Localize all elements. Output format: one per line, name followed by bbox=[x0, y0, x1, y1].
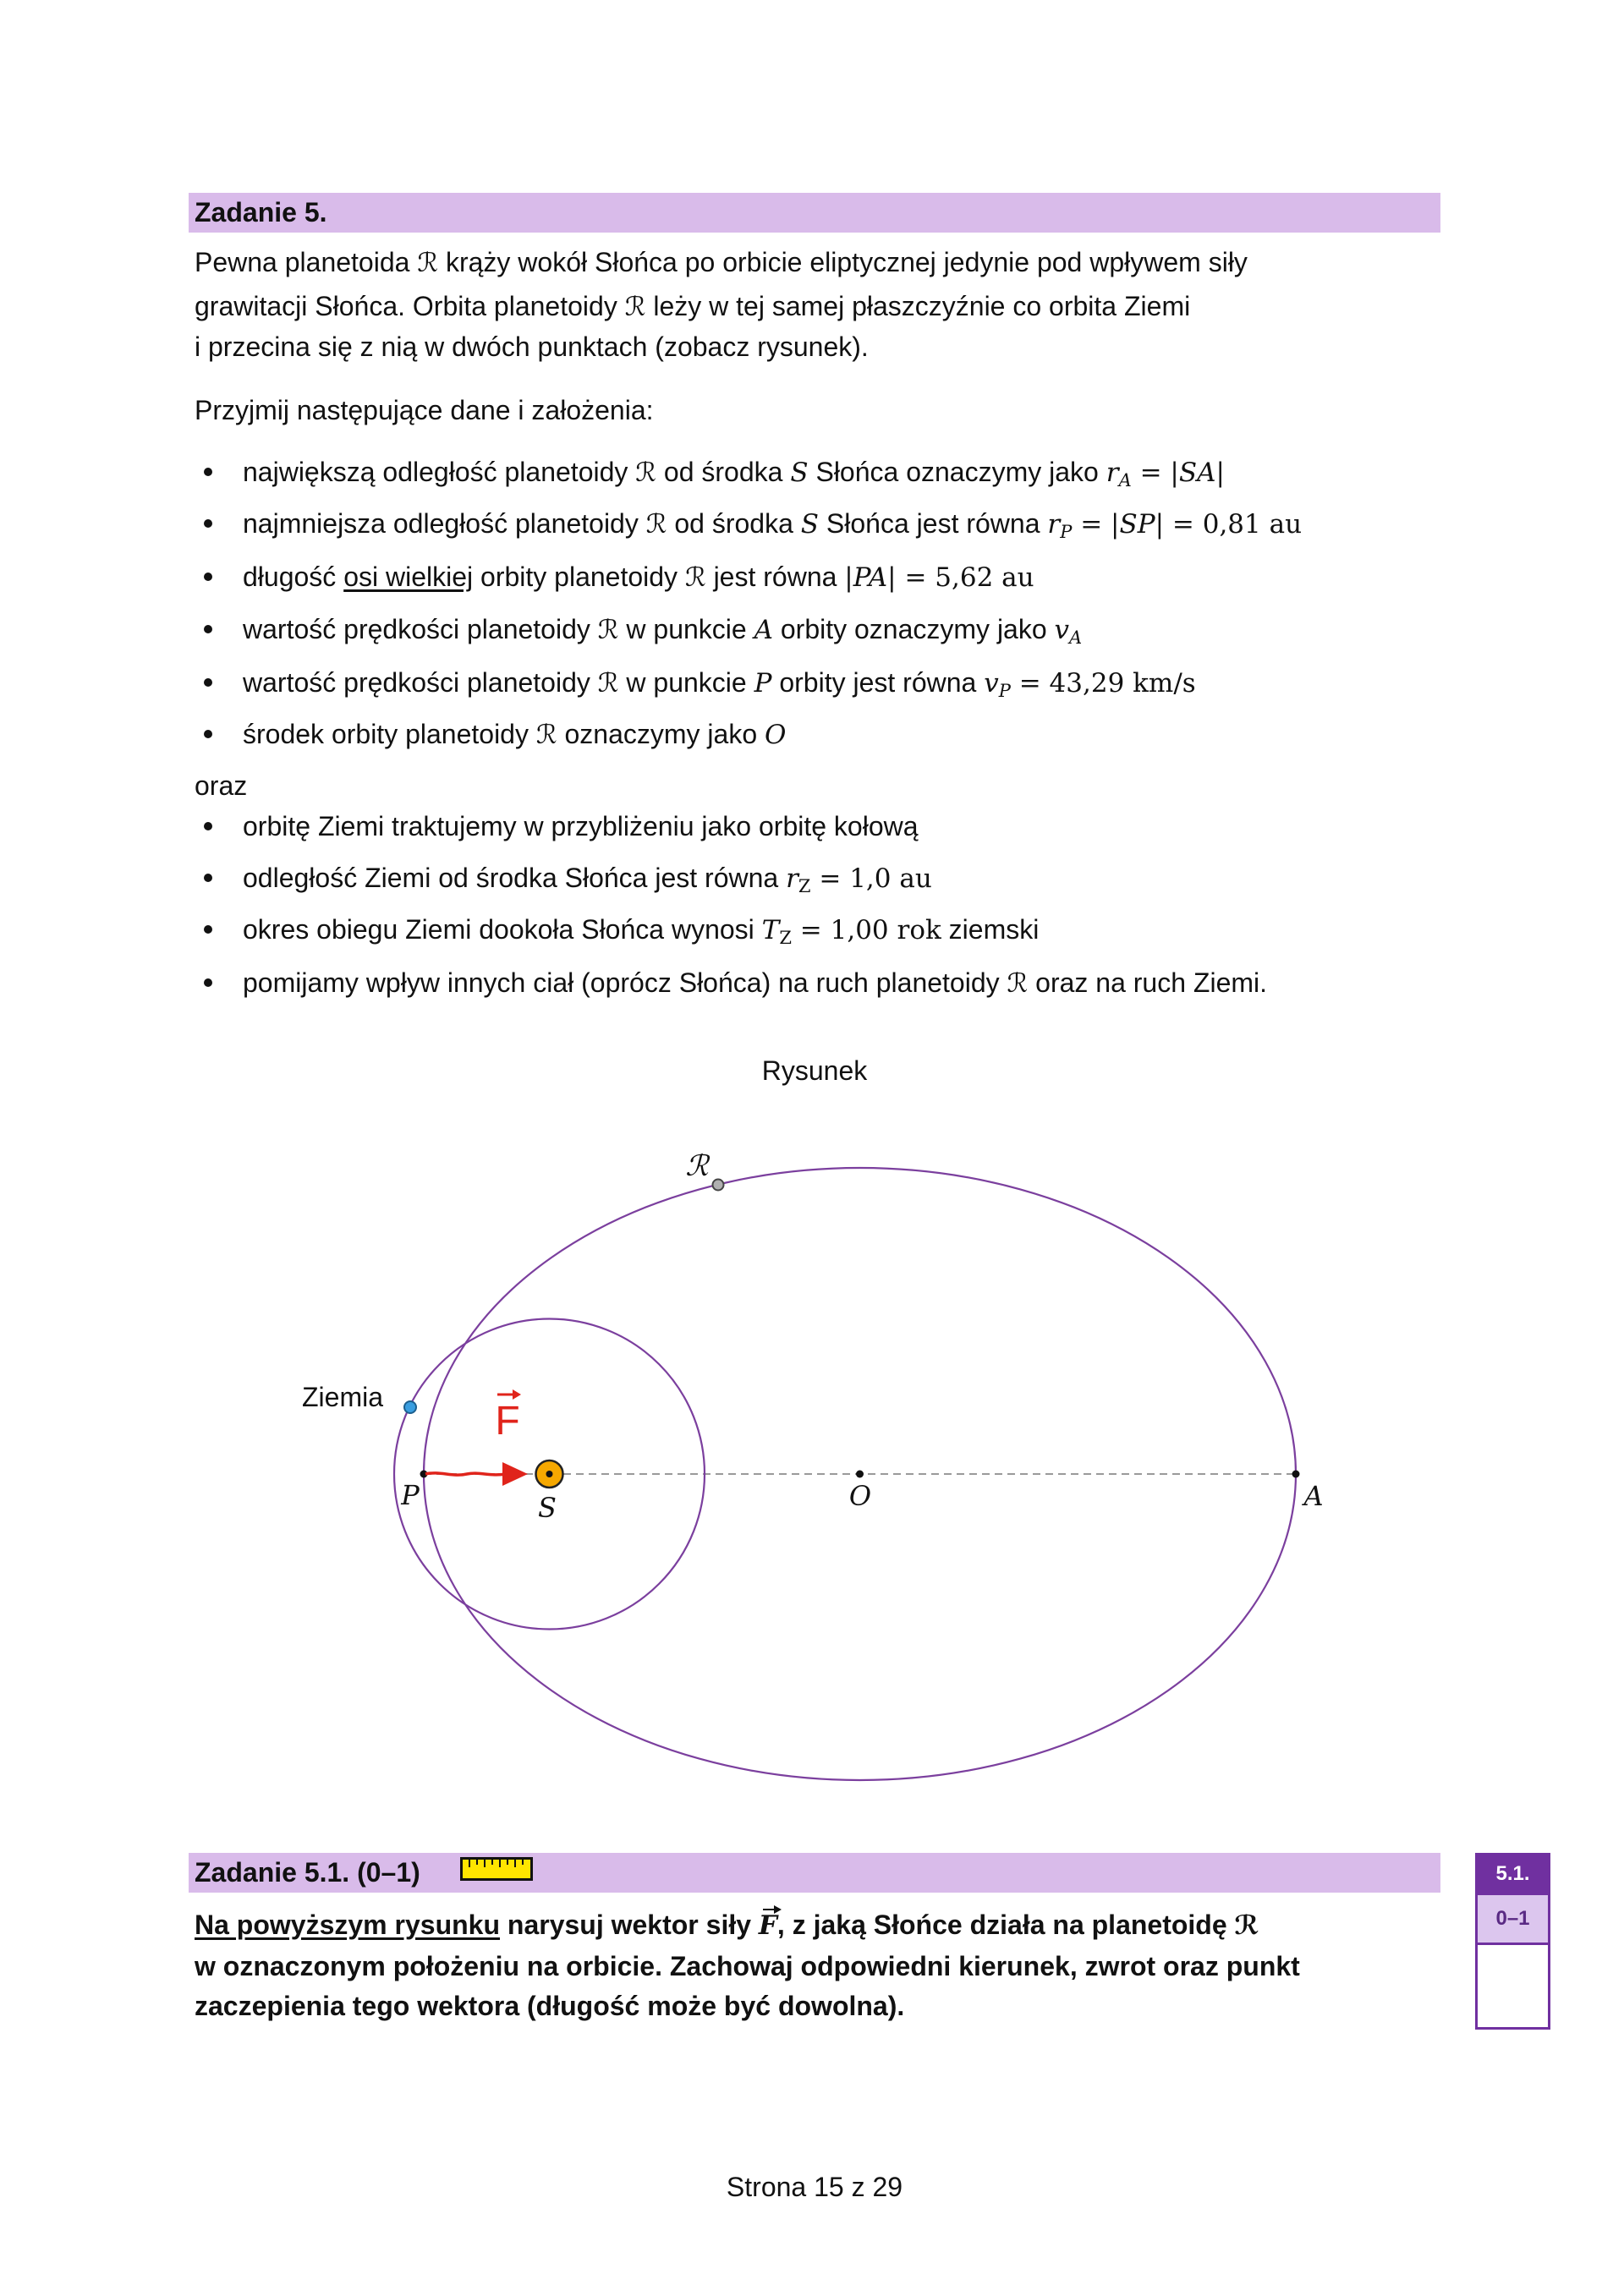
assumptions-heading: Przyjmij następujące dane i założenia: bbox=[195, 395, 654, 425]
math-value: 5,62 au bbox=[935, 562, 1034, 593]
task-title: Zadanie 5. bbox=[195, 197, 327, 227]
score-box-empty-cell bbox=[1478, 1945, 1548, 2030]
text: od środka bbox=[656, 457, 791, 487]
text: grawitacji Słońca. Orbita planetoidy bbox=[195, 291, 625, 321]
assumption-item bbox=[243, 612, 1082, 655]
subtask-title: Zadanie 5.1. (0–1) bbox=[195, 1857, 420, 1888]
text: Słońca jest równa bbox=[819, 508, 1048, 539]
force-vector-symbol: F bbox=[758, 1910, 777, 1941]
planetoid-symbol: ℛ bbox=[597, 615, 619, 645]
text: wartość prędkości planetoidy bbox=[243, 614, 598, 644]
math-symbol: r bbox=[786, 863, 798, 894]
math-subscript: A bbox=[1118, 470, 1132, 490]
math-expression: = bbox=[810, 863, 850, 894]
subtask-header-bar bbox=[189, 1853, 1440, 1893]
planetoid-symbol: ℛ bbox=[1007, 968, 1029, 999]
sun-label: S bbox=[538, 1492, 557, 1524]
assumption-item bbox=[243, 809, 919, 843]
text: najmniejsza odległość planetoidy bbox=[243, 508, 646, 539]
text: długość bbox=[243, 562, 344, 592]
page-number: Strona 15 z 29 bbox=[726, 2172, 903, 2202]
math-value: 0,81 au bbox=[1202, 509, 1303, 540]
text: pomijamy wpływ innych ciał (oprócz Słońca) na ruch planetoidy bbox=[243, 967, 1007, 998]
text: orbity oznaczymy jako bbox=[772, 614, 1055, 644]
text: orbity planetoidy bbox=[473, 562, 685, 592]
task-header-bar bbox=[189, 193, 1440, 233]
underlined-term: osi wielkiej bbox=[343, 562, 474, 592]
math-value: 1,00 rok bbox=[830, 915, 941, 945]
text: orbitę Ziemi traktujemy w przybliżeniu jako orbitę kołową bbox=[243, 811, 919, 841]
math-subscript: Z bbox=[798, 876, 811, 896]
planetoid-symbol: ℛ bbox=[1234, 1910, 1259, 1941]
connector-text: oraz bbox=[195, 770, 248, 801]
assumption-item bbox=[243, 912, 1039, 955]
earth-marker bbox=[404, 1401, 416, 1413]
assumption-item bbox=[243, 861, 932, 903]
center-label: O bbox=[848, 1480, 872, 1512]
score-box-range: 0–1 bbox=[1478, 1893, 1548, 1945]
text: oraz na ruch Ziemi. bbox=[1028, 967, 1268, 998]
force-vector-arrow bbox=[425, 1473, 506, 1475]
text: największą odległość planetoidy bbox=[243, 457, 636, 487]
math-symbol: v bbox=[1054, 615, 1070, 645]
math-symbol: S bbox=[790, 458, 809, 488]
instruction-line-2: w oznaczonym położeniu na orbicie. Zachowaj odpowiedni kierunek, zwrot oraz punkt bbox=[195, 1951, 1300, 1981]
text: krąży wokół Słońca po orbicie eliptycznej jedynie pod wpływem siły bbox=[438, 247, 1248, 277]
text: orbity jest równa bbox=[771, 667, 985, 698]
math-subscript: P bbox=[998, 681, 1011, 701]
math-expression: = bbox=[1010, 668, 1050, 699]
math-expression: = bbox=[791, 915, 831, 945]
planetoid-symbol: ℛ bbox=[635, 458, 657, 488]
intro-line-1 bbox=[195, 245, 1248, 280]
planetoid-label: ℛ bbox=[685, 1149, 709, 1183]
math-symbol: P bbox=[754, 668, 772, 699]
text: od środka bbox=[667, 508, 801, 539]
math-symbol: v bbox=[984, 668, 999, 699]
math-expression: = |SA| bbox=[1131, 458, 1225, 488]
aphelion-label: A bbox=[1303, 1480, 1324, 1512]
ruler-icon bbox=[460, 1857, 533, 1881]
math-expression: |PA| = bbox=[844, 562, 935, 593]
planetoid-symbol: ℛ bbox=[597, 668, 619, 699]
intro-line-3: i przecina się z nią w dwóch punktach (zobacz rysunek). bbox=[195, 332, 869, 362]
score-box-id: 5.1. bbox=[1478, 1855, 1548, 1893]
math-subscript: P bbox=[1060, 522, 1073, 542]
math-expression: = |SP| = bbox=[1072, 509, 1203, 540]
planetoid-symbol: ℛ bbox=[417, 248, 439, 278]
math-symbol: O bbox=[765, 720, 787, 750]
perihelion-label: P bbox=[401, 1479, 420, 1511]
text: wartość prędkości planetoidy bbox=[243, 667, 598, 698]
force-label: F bbox=[495, 1399, 520, 1444]
underlined-reference: Na powyższym rysunku bbox=[195, 1910, 500, 1940]
assumption-item bbox=[243, 455, 1225, 497]
text: w punkcie bbox=[618, 614, 754, 644]
text: jest równa bbox=[705, 562, 845, 592]
math-symbol: S bbox=[800, 509, 820, 540]
figure-caption: Rysunek bbox=[761, 1055, 868, 1086]
text: Słońca oznaczymy jako bbox=[808, 457, 1106, 487]
assumption-item bbox=[243, 666, 1196, 708]
point-a bbox=[1292, 1471, 1300, 1478]
text: narysuj wektor siły bbox=[500, 1910, 759, 1940]
math-symbol: T bbox=[761, 915, 780, 945]
math-value: 1,0 au bbox=[849, 863, 932, 894]
text: odległość Ziemi od środka Słońca jest równa bbox=[243, 863, 787, 893]
planetoid-symbol: ℛ bbox=[624, 292, 646, 322]
sun-center-dot bbox=[546, 1471, 553, 1477]
score-box bbox=[1475, 1853, 1550, 2030]
text: ziemski bbox=[941, 914, 1040, 945]
text: środek orbity planetoidy bbox=[243, 719, 536, 749]
math-symbol: A bbox=[754, 615, 773, 645]
math-subscript: A bbox=[1069, 627, 1083, 648]
text: okres obiegu Ziemi dookoła Słońca wynosi bbox=[243, 914, 762, 945]
instruction-line-1 bbox=[195, 1908, 1259, 1943]
planetoid-symbol: ℛ bbox=[535, 720, 557, 750]
planetoid-marker bbox=[713, 1180, 724, 1191]
assumption-item bbox=[243, 966, 1267, 1000]
force-arrowhead bbox=[502, 1462, 528, 1486]
point-o bbox=[856, 1471, 864, 1478]
planetoid-symbol: ℛ bbox=[684, 562, 706, 593]
sun-icon bbox=[536, 1460, 563, 1488]
text: oznaczymy jako bbox=[557, 719, 765, 749]
text: , z jaką Słońce działa na planetoidę bbox=[776, 1910, 1235, 1940]
assumption-item bbox=[243, 560, 1034, 595]
text: Pewna planetoida bbox=[195, 247, 418, 277]
math-subscript: Z bbox=[779, 928, 792, 948]
math-value: 43,29 km/s bbox=[1049, 668, 1196, 699]
planetoid-symbol: ℛ bbox=[645, 509, 667, 540]
assumption-item bbox=[243, 507, 1302, 549]
earth-label: Ziemia bbox=[302, 1382, 384, 1412]
text: leży w tej samej płaszczyźnie co orbita Ziemi bbox=[645, 291, 1191, 321]
math-symbol: r bbox=[1106, 458, 1119, 488]
intro-line-2 bbox=[195, 289, 1190, 324]
assumption-item bbox=[243, 717, 786, 752]
text: w punkcie bbox=[618, 667, 754, 698]
orbit-figure bbox=[0, 1099, 1624, 1818]
math-symbol: r bbox=[1047, 509, 1061, 540]
instruction-line-3: zaczepienia tego wektora (długość może być dowolna). bbox=[195, 1991, 905, 2021]
